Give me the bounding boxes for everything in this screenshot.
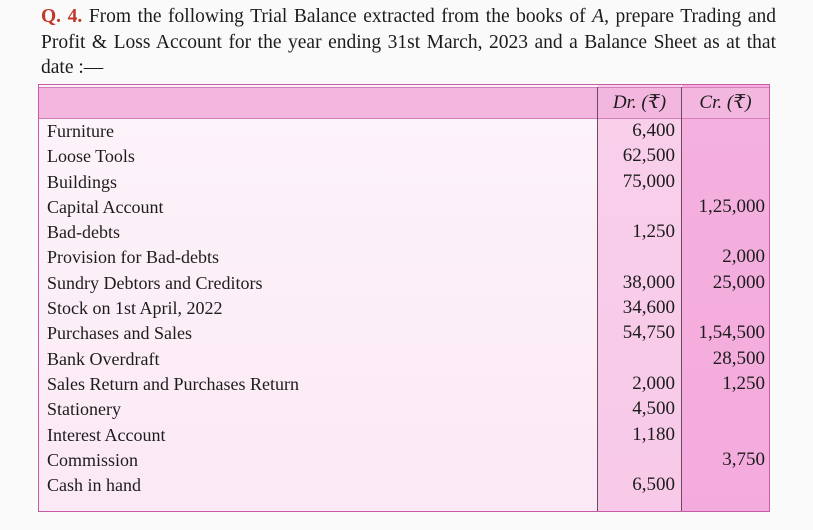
- table-row: [39, 220, 769, 245]
- row-dr: 6,400: [632, 120, 675, 141]
- row-name: Purchases and Sales: [47, 323, 192, 344]
- question-entity: A: [592, 6, 605, 27]
- table-row: [39, 423, 769, 448]
- row-name: Loose Tools: [47, 146, 135, 167]
- trial-balance-table: [38, 84, 770, 512]
- row-cr: 3,750: [722, 448, 765, 470]
- row-dr: 62,500: [622, 145, 675, 167]
- question-text-before: From the following Trial Balance extracted from the books of: [88, 6, 586, 27]
- row-cr: 25,000: [712, 271, 765, 293]
- row-cr: 2,000: [722, 246, 765, 268]
- row-name: Provision for Bad-debts: [47, 247, 219, 268]
- row-name: Sales Return and Purchases Return: [47, 373, 299, 394]
- row-name: Bad-debts: [47, 222, 120, 243]
- row-dr: 34,600: [622, 297, 675, 319]
- row-name: Capital Account: [47, 196, 164, 217]
- row-name: Bank Overdraft: [47, 348, 160, 369]
- row-cr: 1,25,000: [698, 195, 765, 217]
- table-row: [39, 296, 769, 321]
- table-body: [39, 119, 769, 498]
- table-row: [39, 347, 769, 372]
- question-text-after: , prepare Trading and Profit & Loss Account for the year ending 31st March, 2023 and a Balance Sheet as at that date :—: [41, 6, 776, 78]
- row-name: Interest Account: [47, 424, 166, 445]
- row-dr: 4,500: [632, 398, 675, 420]
- row-cr: 28,500: [712, 347, 765, 369]
- row-name: Furniture: [47, 121, 114, 141]
- row-dr: 54,750: [622, 322, 675, 344]
- question-text: [41, 4, 776, 81]
- row-name: Sundry Debtors and Creditors: [47, 272, 263, 293]
- row-cr: 1,250: [722, 372, 765, 394]
- table-row: [39, 245, 769, 270]
- question-number: Q. 4.: [41, 6, 83, 27]
- row-name: Cash in hand: [47, 475, 141, 496]
- table-row: [39, 321, 769, 346]
- row-dr: 6,500: [632, 474, 675, 496]
- row-cr: 1,54,500: [698, 322, 765, 344]
- header-cr: Cr. (₹): [699, 92, 752, 113]
- header-dr: Dr. (₹): [612, 92, 667, 113]
- table-row: [39, 119, 769, 144]
- row-dr: 2,000: [632, 372, 675, 394]
- row-name: Stock on 1st April, 2022: [47, 298, 223, 319]
- table-row: [39, 448, 769, 473]
- row-dr: 1,250: [632, 221, 675, 243]
- table-row: [39, 195, 769, 220]
- table-row: [39, 170, 769, 195]
- row-dr: 75,000: [622, 170, 675, 192]
- table-row: [39, 372, 769, 397]
- row-name: Commission: [47, 449, 139, 470]
- table-row: [39, 397, 769, 422]
- table-row: [39, 473, 769, 498]
- table-row: [39, 144, 769, 169]
- row-name: Buildings: [47, 171, 118, 192]
- row-dr: 38,000: [622, 271, 675, 293]
- row-name: Stationery: [47, 399, 121, 420]
- row-dr: 1,180: [632, 423, 675, 445]
- table-row: [39, 271, 769, 296]
